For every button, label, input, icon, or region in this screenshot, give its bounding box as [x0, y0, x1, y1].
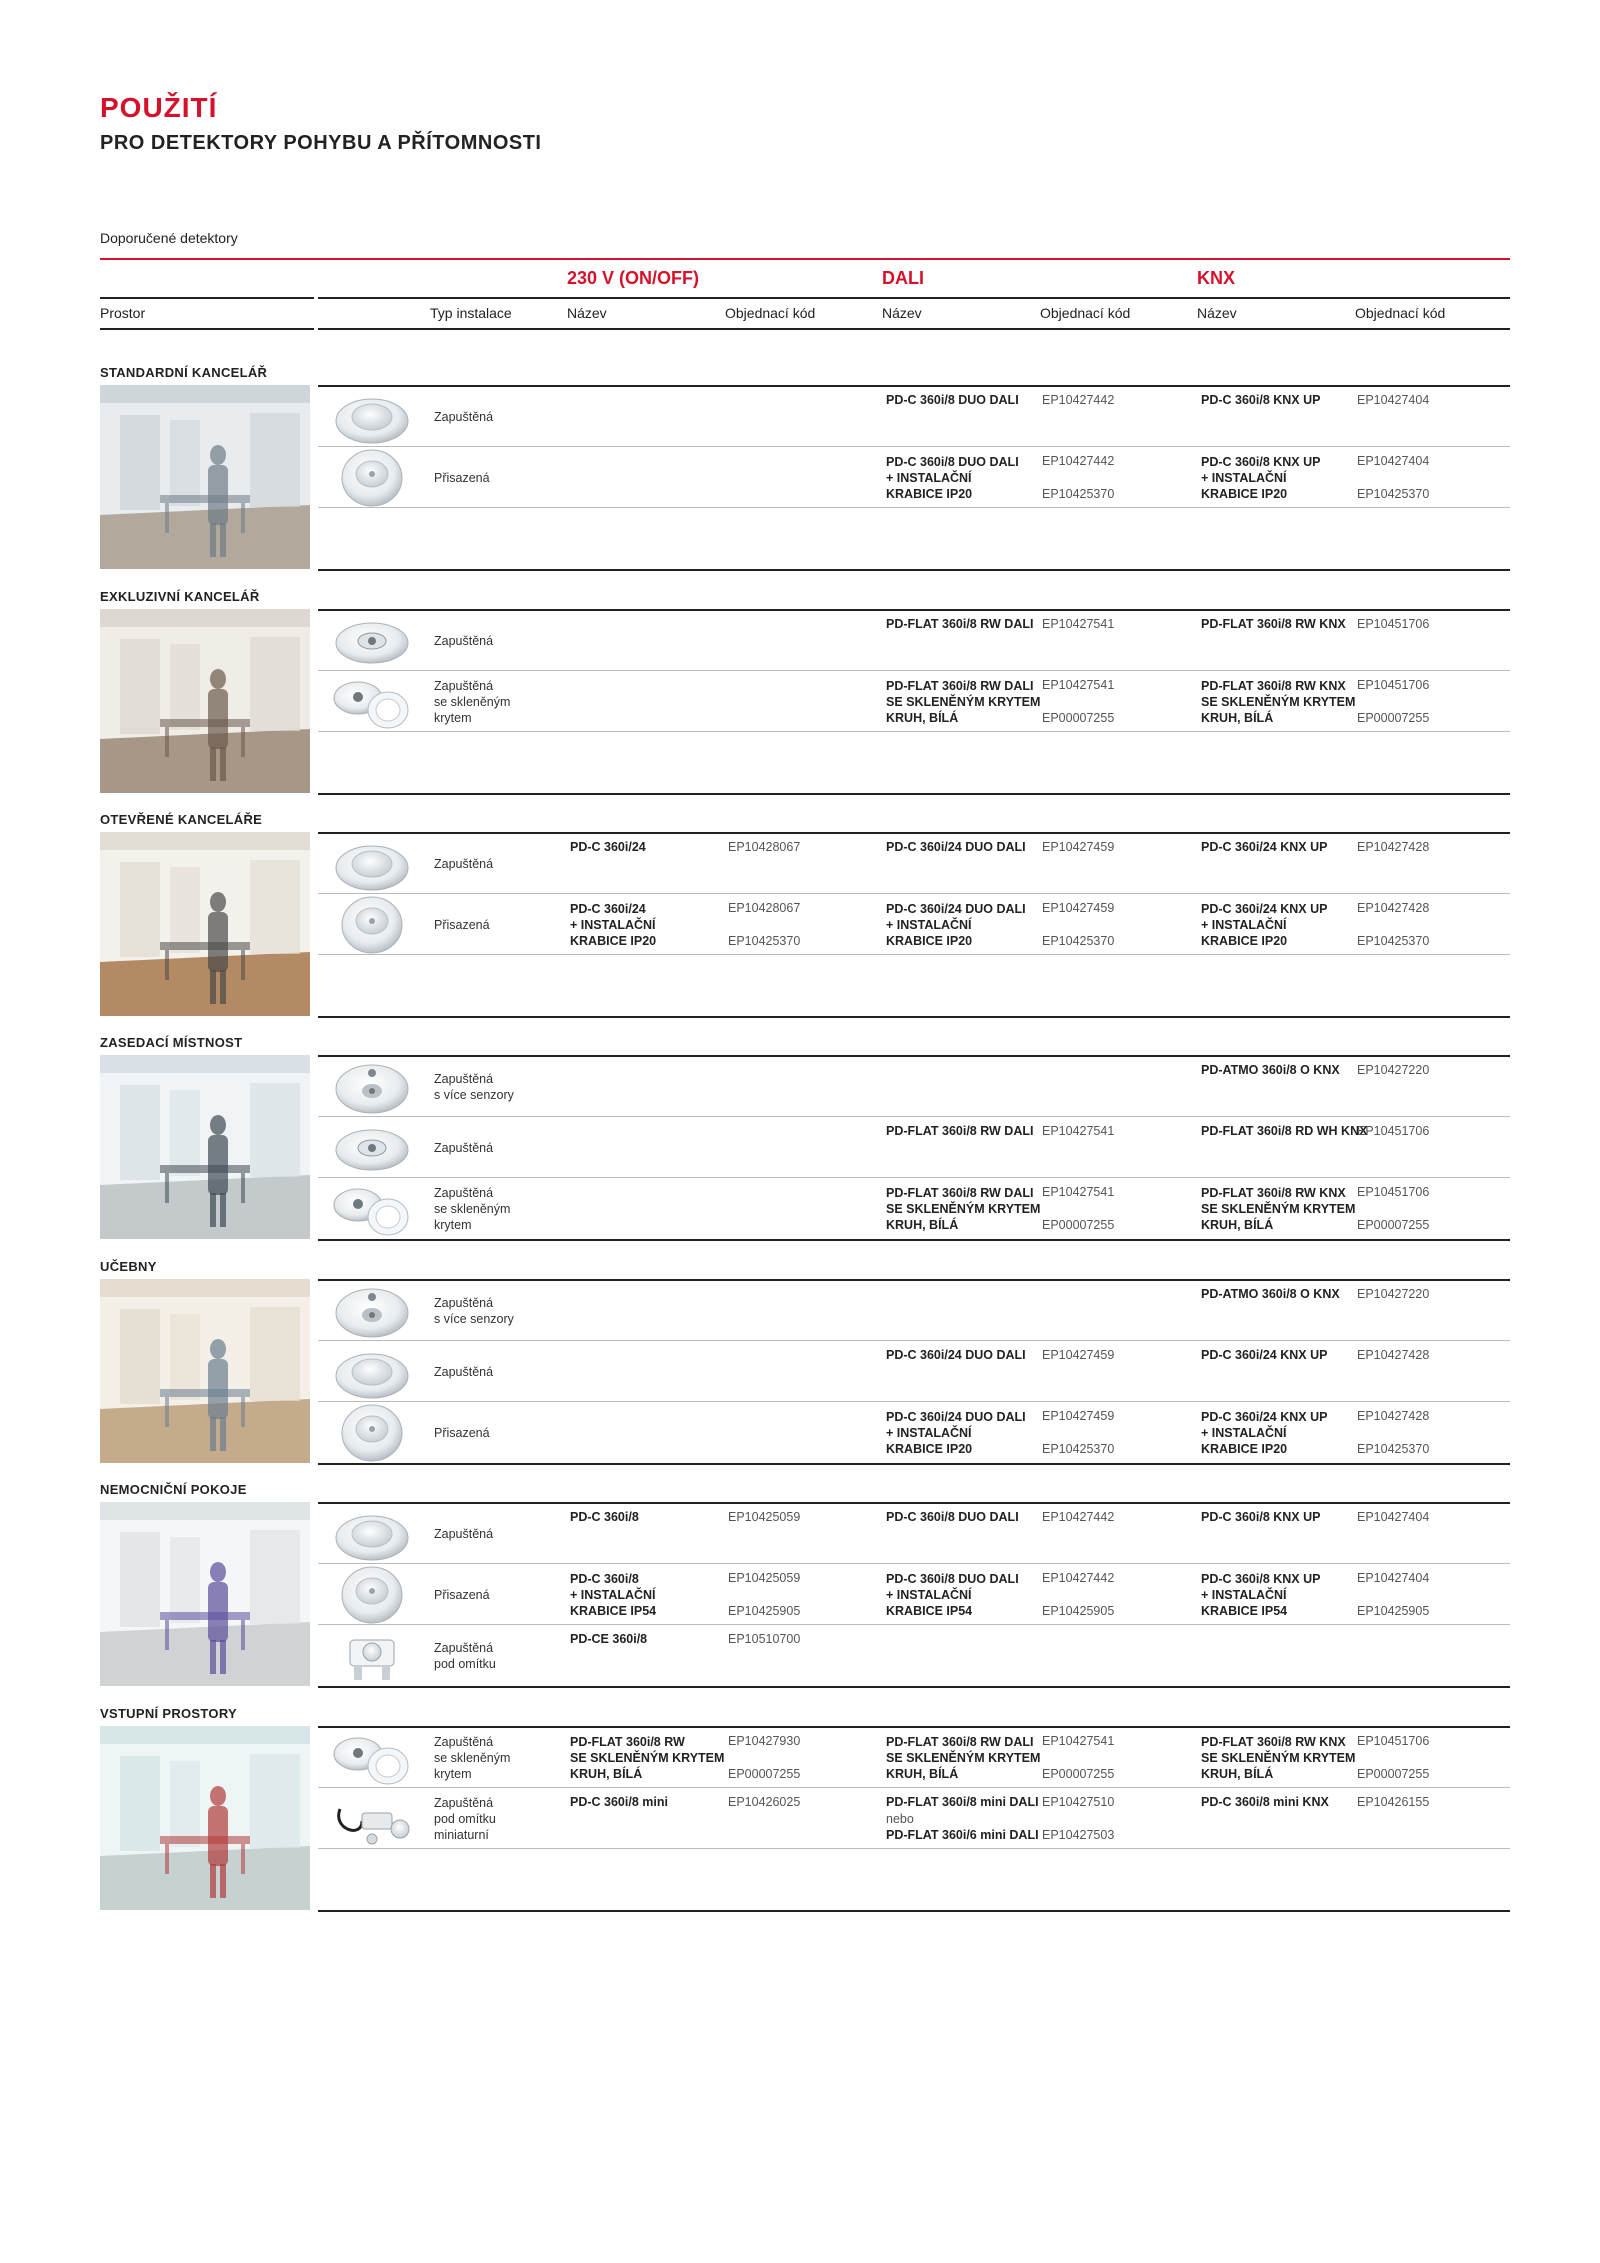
install-type: Zapuštěná: [434, 1365, 494, 1379]
row-divider: [318, 670, 1510, 671]
colhdr-rule-left: [100, 328, 314, 330]
section-top-rule: [318, 609, 1510, 611]
order-code-knx: EP10427428: [1357, 840, 1430, 854]
install-type: Zapuštěná: [434, 410, 494, 424]
order-code-dali: EP10427442: [1042, 1510, 1115, 1524]
col-name-dali: Název: [882, 305, 922, 321]
tech-knx-heading: KNX: [1197, 268, 1236, 288]
product-name-knx: PD-C 360i/8 KNX UP + INSTALAČNÍ KRABICE IP20: [1201, 455, 1321, 501]
product-name-knx: PD-ATMO 360i/8 O KNX: [1201, 1063, 1340, 1077]
header-rule-right: [318, 297, 1510, 299]
surface-sensor-icon: [332, 895, 412, 955]
product-name-dali: PD-FLAT 360i/8 RW DALI SE SKLENĚNÝM KRYTEM KRUH, BÍLÁ: [886, 1186, 1041, 1232]
product-name-knx: PD-C 360i/8 KNX UP: [1201, 393, 1321, 407]
install-type: Zapuštěná: [434, 634, 494, 648]
product-name-dali: PD-C 360i/24 DUO DALI: [886, 1348, 1026, 1362]
order-code-dali: EP10427442: [1042, 393, 1115, 407]
section-top-rule: [318, 1279, 1510, 1281]
order-code-dali: EP10427459: [1042, 1348, 1115, 1362]
hospital-room-photo: [100, 1502, 310, 1686]
product-name-230: PD-C 360i/8: [570, 1510, 639, 1524]
atmo-sensor-icon: [332, 1057, 412, 1117]
col-room: Prostor: [100, 305, 146, 321]
header-red-rule: [100, 258, 1510, 260]
install-type: Zapuštěná: [434, 1141, 494, 1155]
order-code-knx: EP10427404: [1357, 1571, 1430, 1585]
row-divider: [318, 1848, 1510, 1849]
row-divider: [318, 1340, 1510, 1341]
order-code-dali: EP10427541: [1042, 1124, 1115, 1138]
open-office-photo: [100, 832, 310, 1016]
row-divider: [318, 1401, 1510, 1402]
row-divider: [318, 731, 1510, 732]
section-label: NEMOCNIČNÍ POKOJE: [100, 1482, 247, 1497]
order-code-230: EP10428067: [728, 840, 801, 854]
flat-glass-sensor-icon: [332, 672, 412, 732]
section-top-rule: [318, 1055, 1510, 1057]
order-code-dali: EP10427459: [1042, 901, 1115, 915]
order-code-230: EP10425059: [728, 1571, 801, 1585]
product-name-dali: PD-C 360i/24 DUO DALI + INSTALAČNÍ KRABICE IP20: [886, 1410, 1026, 1456]
dome-sensor-icon: [332, 1504, 412, 1564]
product-name-knx: PD-C 360i/24 KNX UP: [1201, 840, 1328, 854]
order-code-dali: EP10427459: [1042, 1409, 1115, 1423]
product-name-230: PD-CE 360i/8: [570, 1632, 648, 1646]
section-label: STANDARDNÍ KANCELÁŘ: [100, 365, 268, 380]
product-name-dali: PD-C 360i/8 DUO DALI + INSTALAČNÍ KRABICE IP20: [886, 455, 1019, 501]
order-code-dali: EP10427442: [1042, 454, 1115, 468]
surface-sensor-icon: [332, 1565, 412, 1625]
flat-glass-sensor-icon: [332, 1179, 412, 1239]
order-code-dali-secondary: EP10425905: [1042, 1604, 1115, 1618]
row-divider: [318, 1563, 1510, 1564]
row-divider: [318, 954, 1510, 955]
classroom-photo: [100, 1279, 310, 1463]
product-name-230: PD-FLAT 360i/8 RW SE SKLENĚNÝM KRYTEM KRUH, BÍLÁ: [570, 1735, 725, 1781]
product-name-230: PD-C 360i/8 + INSTALAČNÍ KRABICE IP54: [570, 1572, 657, 1618]
table-caption: Doporučené detektory: [100, 230, 238, 246]
section-bottom-rule: [318, 1239, 1510, 1241]
col-name-knx: Název: [1197, 305, 1237, 321]
install-type: Přisazená: [434, 1588, 490, 1602]
order-code-knx-secondary: EP10425905: [1357, 1604, 1430, 1618]
dome-sensor-icon: [332, 387, 412, 447]
product-name-dali: PD-C 360i/8 DUO DALI: [886, 393, 1019, 407]
flat-sensor-icon: [332, 611, 412, 671]
row-divider: [318, 1787, 1510, 1788]
order-code-knx-secondary: EP10425370: [1357, 1442, 1430, 1456]
order-code-dali: EP10427510: [1042, 1795, 1115, 1809]
surface-sensor-icon: [332, 1403, 412, 1463]
product-name-230: PD-C 360i/24: [570, 840, 646, 854]
order-code-knx: EP10451706: [1357, 1185, 1430, 1199]
product-name-knx: PD-FLAT 360i/8 RW KNX SE SKLENĚNÝM KRYTEM KRUH, BÍLÁ: [1201, 1186, 1356, 1232]
install-type: Zapuštěná se skleněným krytem: [434, 1735, 511, 1781]
row-divider: [318, 507, 1510, 508]
order-code-dali: EP10427541: [1042, 617, 1115, 631]
order-code-230: EP10510700: [728, 1632, 801, 1646]
ceiling-mount-sensor-icon: [332, 1626, 412, 1686]
product-name-dali: PD-C 360i/24 DUO DALI + INSTALAČNÍ KRABICE IP20: [886, 902, 1026, 948]
product-name-knx: PD-C 360i/8 mini KNX: [1201, 1795, 1329, 1809]
order-code-knx: EP10427220: [1357, 1063, 1430, 1077]
exclusive-office-photo: [100, 609, 310, 793]
order-code-knx: EP10451706: [1357, 678, 1430, 692]
section-bottom-rule: [318, 793, 1510, 795]
order-code-dali: EP10427459: [1042, 840, 1115, 854]
tech-230v-heading: 230 V (ON/OFF): [567, 268, 700, 288]
order-code-dali-secondary: EP00007255: [1042, 711, 1115, 725]
section-bottom-rule: [318, 1910, 1510, 1912]
section-label: OTEVŘENÉ KANCELÁŘE: [100, 812, 263, 827]
product-name-dali: PD-FLAT 360i/8 mini DALI: [886, 1795, 1039, 1809]
flat-sensor-icon: [332, 1118, 412, 1178]
section-label: EXKLUZIVNÍ KANCELÁŘ: [100, 589, 260, 604]
dome-sensor-icon: [332, 1342, 412, 1402]
install-type: Zapuštěná: [434, 857, 494, 871]
order-code-knx: EP10427428: [1357, 901, 1430, 915]
order-code-dali-secondary: EP00007255: [1042, 1218, 1115, 1232]
entrance-photo: [100, 1726, 310, 1910]
col-code-dali: Objednací kód: [1040, 305, 1131, 321]
order-code-dali-secondary: EP10425370: [1042, 1442, 1115, 1456]
row-divider: [318, 1177, 1510, 1178]
section-label: UČEBNY: [100, 1259, 157, 1274]
tech-dali-heading: DALI: [882, 268, 924, 288]
order-code-knx: EP10427404: [1357, 454, 1430, 468]
product-name-knx: PD-C 360i/8 KNX UP: [1201, 1510, 1321, 1524]
install-type: Přisazená: [434, 1426, 490, 1440]
order-code-knx-secondary: EP00007255: [1357, 1767, 1430, 1781]
order-code-230-secondary: EP10425370: [728, 934, 801, 948]
order-code-knx: EP10427220: [1357, 1287, 1430, 1301]
order-code-dali: EP10427541: [1042, 678, 1115, 692]
flat-glass-sensor-icon: [332, 1728, 412, 1788]
order-code-dali: EP10427442: [1042, 1571, 1115, 1585]
order-code-knx: EP10427404: [1357, 393, 1430, 407]
product-name-knx: PD-FLAT 360i/8 RW KNX: [1201, 617, 1346, 631]
section-bottom-rule: [318, 1463, 1510, 1465]
order-code-230: EP10425059: [728, 1510, 801, 1524]
order-code-knx: EP10451706: [1357, 617, 1430, 631]
section-bottom-rule: [318, 1686, 1510, 1688]
order-code-dali-secondary: EP10425370: [1042, 934, 1115, 948]
row-divider: [318, 893, 1510, 894]
section-label: VSTUPNÍ PROSTORY: [100, 1706, 237, 1721]
product-name-dali: PD-C 360i/8 DUO DALI: [886, 1510, 1019, 1524]
product-name-dali: PD-FLAT 360i/8 RW DALI: [886, 617, 1034, 631]
col-install: Typ instalace: [430, 305, 512, 321]
product-name-knx: PD-C 360i/8 KNX UP + INSTALAČNÍ KRABICE IP54: [1201, 1572, 1321, 1618]
section-top-rule: [318, 832, 1510, 834]
product-name-dali: PD-FLAT 360i/8 RW DALI SE SKLENĚNÝM KRYTEM KRUH, BÍLÁ: [886, 1735, 1041, 1781]
product-name-230: PD-C 360i/24 + INSTALAČNÍ KRABICE IP20: [570, 902, 657, 948]
install-type: Zapuštěná s více senzory: [434, 1072, 514, 1102]
colhdr-rule-right: [318, 328, 1510, 330]
section-bottom-rule: [318, 1016, 1510, 1018]
install-type: Zapuštěná pod omítku miniaturní: [434, 1796, 496, 1842]
section-top-rule: [318, 1502, 1510, 1504]
page-subtitle: PRO DETEKTORY POHYBU A PŘÍTOMNOSTI: [100, 132, 542, 154]
col-name-230: Název: [567, 305, 607, 321]
row-divider: [318, 446, 1510, 447]
product-name-dali: PD-C 360i/8 DUO DALI + INSTALAČNÍ KRABICE IP54: [886, 1572, 1019, 1618]
order-code-230: EP10427930: [728, 1734, 801, 1748]
product-name-knx: PD-ATMO 360i/8 O KNX: [1201, 1287, 1340, 1301]
product-name-dali: PD-FLAT 360i/8 RW DALI: [886, 1124, 1034, 1138]
surface-sensor-icon: [332, 448, 412, 508]
col-code-230: Objednací kód: [725, 305, 816, 321]
install-type: Přisazená: [434, 918, 490, 932]
standard-office-photo: [100, 385, 310, 569]
product-name-dali: PD-C 360i/24 DUO DALI: [886, 840, 1026, 854]
header-rule-left: [100, 297, 314, 299]
order-code-knx: EP10427428: [1357, 1348, 1430, 1362]
install-type: Zapuštěná s více senzory: [434, 1296, 514, 1326]
order-code-230: EP10428067: [728, 901, 801, 915]
install-type: Zapuštěná se skleněným krytem: [434, 1186, 511, 1232]
alternative-or-label: nebo: [886, 1812, 914, 1826]
install-type: Zapuštěná se skleněným krytem: [434, 679, 511, 725]
order-code-knx: EP10426155: [1357, 1795, 1430, 1809]
order-code-knx: EP10427404: [1357, 1510, 1430, 1524]
product-name-knx: PD-C 360i/24 KNX UP + INSTALAČNÍ KRABICE IP20: [1201, 902, 1328, 948]
section-top-rule: [318, 1726, 1510, 1728]
product-name-knx: PD-FLAT 360i/8 RW KNX SE SKLENĚNÝM KRYTEM KRUH, BÍLÁ: [1201, 679, 1356, 725]
product-name-knx: PD-FLAT 360i/8 RD WH KNX: [1201, 1124, 1368, 1138]
page-title: POUŽITÍ: [100, 92, 218, 123]
order-code-knx-secondary: EP10425370: [1357, 487, 1430, 501]
col-code-knx: Objednací kód: [1355, 305, 1446, 321]
order-code-dali: EP10427541: [1042, 1185, 1115, 1199]
product-name-dali: PD-FLAT 360i/8 RW DALI SE SKLENĚNÝM KRYTEM KRUH, BÍLÁ: [886, 679, 1041, 725]
order-code-dali-secondary: EP10425370: [1042, 487, 1115, 501]
order-code-knx-secondary: EP10425370: [1357, 934, 1430, 948]
section-top-rule: [318, 385, 1510, 387]
mini-sensor-icon: [332, 1789, 412, 1849]
order-code-230: EP10426025: [728, 1795, 801, 1809]
product-name-knx: PD-FLAT 360i/8 RW KNX SE SKLENĚNÝM KRYTEM KRUH, BÍLÁ: [1201, 1735, 1356, 1781]
section-bottom-rule: [318, 569, 1510, 571]
install-type: Přisazená: [434, 471, 490, 485]
dome-sensor-icon: [332, 834, 412, 894]
order-code-230-secondary: EP10425905: [728, 1604, 801, 1618]
order-code-dali-alt: EP10427503: [1042, 1828, 1115, 1842]
order-code-dali-secondary: EP00007255: [1042, 1767, 1115, 1781]
product-name-knx: PD-C 360i/24 KNX UP: [1201, 1348, 1328, 1362]
meeting-room-photo: [100, 1055, 310, 1239]
product-name-dali-alt: PD-FLAT 360i/6 mini DALI: [886, 1828, 1039, 1842]
product-name-knx: PD-C 360i/24 KNX UP + INSTALAČNÍ KRABICE IP20: [1201, 1410, 1328, 1456]
row-divider: [318, 1116, 1510, 1117]
order-code-knx-secondary: EP00007255: [1357, 1218, 1430, 1232]
order-code-knx: EP10427428: [1357, 1409, 1430, 1423]
order-code-knx: EP10451706: [1357, 1734, 1430, 1748]
install-type: Zapuštěná pod omítku: [434, 1641, 496, 1671]
order-code-knx: EP10451706: [1357, 1124, 1430, 1138]
section-label: ZASEDACÍ MÍSTNOST: [100, 1035, 243, 1050]
order-code-230-secondary: EP00007255: [728, 1767, 801, 1781]
install-type: Zapuštěná: [434, 1527, 494, 1541]
order-code-dali: EP10427541: [1042, 1734, 1115, 1748]
row-divider: [318, 1624, 1510, 1625]
order-code-knx-secondary: EP00007255: [1357, 711, 1430, 725]
atmo-sensor-icon: [332, 1281, 412, 1341]
product-name-230: PD-C 360i/8 mini: [570, 1795, 668, 1809]
